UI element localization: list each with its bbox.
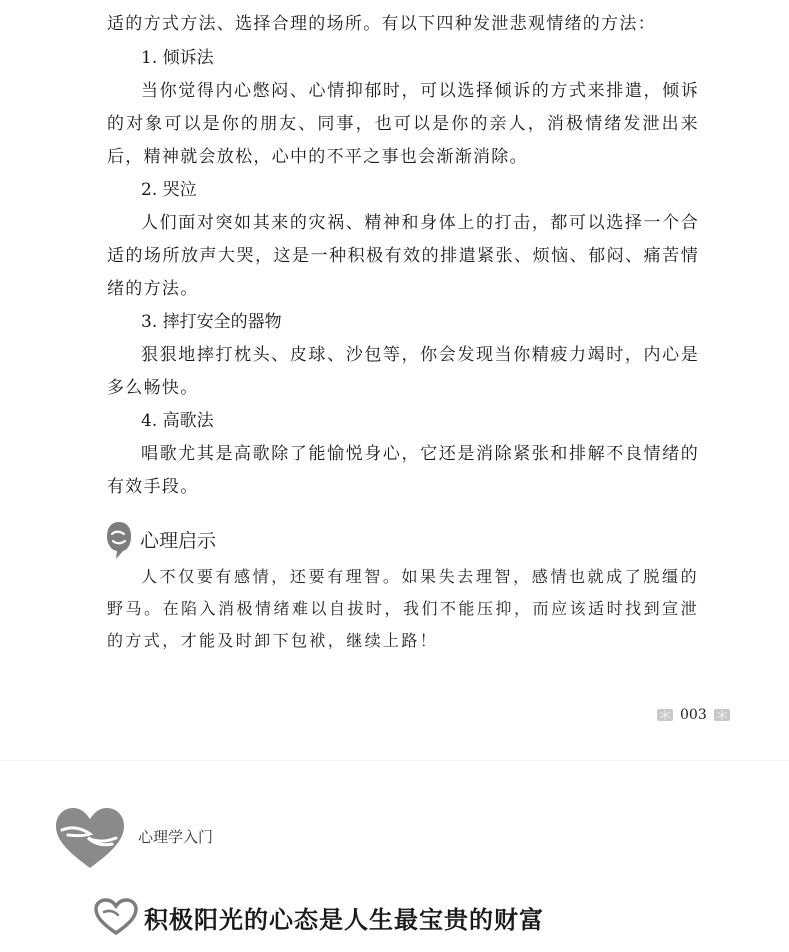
method-3-heading: 3. 摔打安全的器物 <box>141 312 282 332</box>
method-4-heading: 4. 高歌法 <box>141 411 214 431</box>
tip-title: 心理启示 <box>140 530 217 552</box>
page-number-text: 003 <box>680 707 707 723</box>
page-deco-right-icon <box>713 707 731 723</box>
method-2-heading: 2. 哭泣 <box>141 180 197 200</box>
section-title: 积极阳光的心态是人生最宝贵的财富 <box>144 906 544 934</box>
page-number <box>656 704 731 726</box>
page-deco-left-icon <box>656 707 674 723</box>
heart-hands-icon <box>54 806 126 870</box>
cropped-top-line <box>107 0 707 4</box>
method-1-heading: 1. 倾诉法 <box>141 48 214 68</box>
method-3-body: 狠狠地摔打枕头、皮球、沙包等，你会发现当你精疲力竭时，内心是多么畅快。 <box>107 345 699 398</box>
method-1-body: 当你觉得内心憋闷、心情抑郁时，可以选择倾诉的方式来排遣，倾诉的对象可以是你的朋友、同事，也可以是你的亲人，消极情绪发泄出来后，精神就会放松，心中的不平之事也会渐渐消除。 <box>107 81 699 167</box>
method-2-body: 人们面对突如其来的灾祸、精神和身体上的打击，都可以选择一个合适的场所放声大哭，这是一种积极有效的排遣紧张、烦恼、郁闷、痛苦情绪的方法。 <box>107 213 699 299</box>
heart-outline-icon <box>94 898 138 936</box>
tip-text: 人不仅要有感情，还要有理智。如果失去理智，感情也就成了脱缰的野马。在陷入消极情绪难以自拔时，我们不能压抑，而应该适时找到宣泄的方式，才能及时卸下包袱，继续上路！ <box>107 567 699 650</box>
cropped-text <box>107 0 707 4</box>
intro-line: 适的方式方法、选择合理的场所。有以下四种发泄悲观情绪的方法： <box>107 14 656 34</box>
page-divider <box>0 760 789 761</box>
speech-bubble-icon <box>106 520 132 560</box>
next-page-header-title: 心理学入门 <box>138 828 214 846</box>
method-4-body: 唱歌尤其是高歌除了能愉悦身心，它还是消除紧张和排解不良情绪的有效手段。 <box>107 444 699 497</box>
